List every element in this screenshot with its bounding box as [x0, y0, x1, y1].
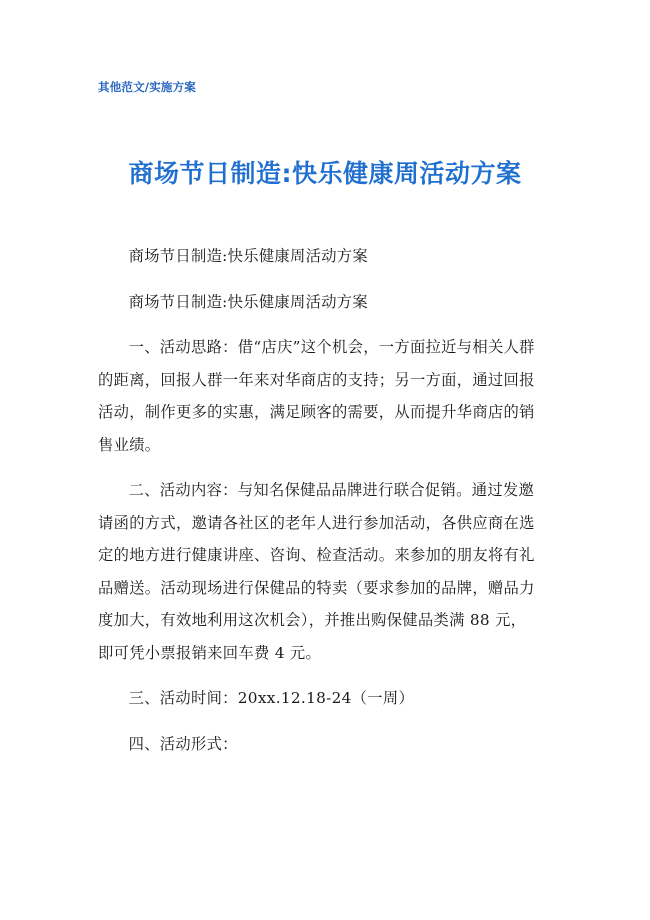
paragraph-line: 度加大，有效地利用这次机会），并推出购保健品类满 88 元， [98, 611, 527, 629]
paragraph-line: 商场节日制造:快乐健康周活动方案 [128, 292, 369, 311]
breadcrumb[interactable]: 其他范文/实施方案 [98, 80, 196, 94]
page-title: 商场节日制造:快乐健康周活动方案 [128, 159, 522, 188]
paragraph-activity-form [98, 728, 552, 761]
paragraph-line: 定的地方进行健康讲座、咨询、检查活动。来参加的朋友将有礼 [98, 546, 535, 564]
paragraph-line: 一、活动思路：借“店庆”这个机会，一方面拉近与相关人群 [128, 338, 535, 356]
paragraph-line: 商场节日制造:快乐健康周活动方案 [128, 247, 369, 265]
paragraph-line: 四、活动形式： [128, 734, 238, 753]
paragraph-line: 三、活动时间：20xx.12.18-24（一周） [128, 689, 415, 707]
paragraph-line: 二、活动内容：与知名保健品品牌进行联合促销。通过发邀 [128, 481, 535, 499]
paragraph-activity-idea [98, 331, 552, 461]
paragraph-line: 售业绩。 [98, 435, 161, 454]
paragraph-subtitle-1 [98, 240, 552, 273]
paragraph-activity-time [98, 682, 552, 715]
paragraph-line: 活动，制作更多的实惠，满足顾客的需要，从而提升华商店的销 [98, 403, 535, 421]
paragraph-activity-content [98, 474, 552, 669]
paragraph-line: 的距离，回报人群一年来对华商店的支持；另一方面，通过回报 [98, 370, 535, 389]
paragraph-line: 品赠送。活动现场进行保健品的特卖（要求参加的品牌，赠品力 [98, 578, 535, 597]
paragraph-subtitle-2 [98, 286, 552, 319]
paragraph-line: 即可凭小票报销来回车费 4 元。 [98, 643, 322, 662]
document-body [98, 240, 552, 773]
paragraph-line: 请函的方式，邀请各社区的老年人进行参加活动，各供应商在选 [98, 513, 535, 532]
